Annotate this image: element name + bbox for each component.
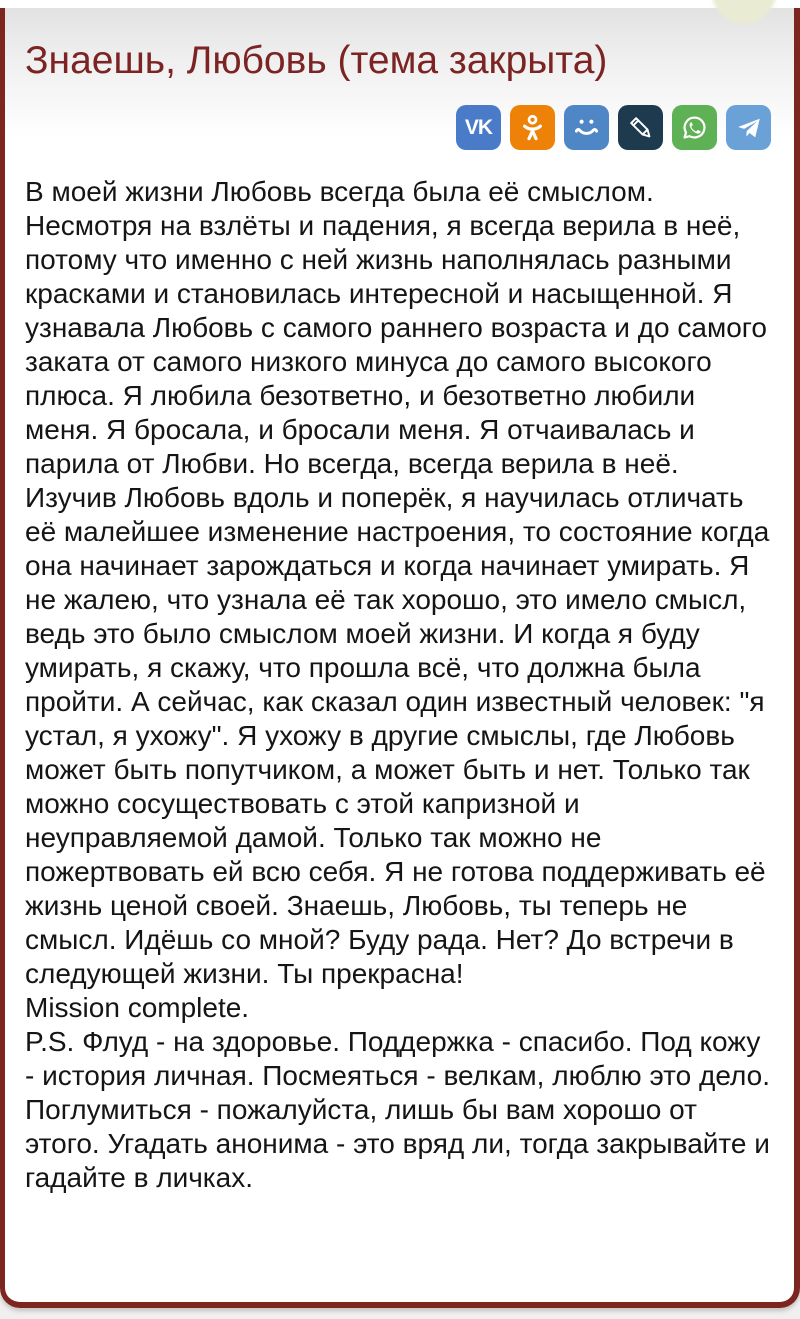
post-paragraph: Mission complete. <box>25 992 250 1023</box>
paper-plane-icon <box>733 112 764 143</box>
whatsapp-icon <box>679 112 710 143</box>
livejournal-share-button[interactable] <box>618 105 663 150</box>
post-paragraph: P.S. Флуд - на здоровье. Поддержка - спасибо. Под кожу - история личная. Посмеяться - велкам, люблю это дело. Поглумиться - пожалуйста, лишь бы вам хорошо от этого. Угадать анонима - это вряд ли, тогда закрывайте и гадайте в личках. <box>25 1026 770 1193</box>
vk-icon: VK <box>464 115 493 139</box>
mail-ru-world-share-button[interactable] <box>564 105 609 150</box>
pencil-icon <box>625 112 656 143</box>
telegram-share-button[interactable] <box>726 105 771 150</box>
post-body <box>25 175 774 1195</box>
vk-share-button[interactable] <box>456 105 501 150</box>
odnoklassniki-share-button[interactable] <box>510 105 555 150</box>
post-paragraph: В моей жизни Любовь всегда была её смыслом. Несмотря на взлёты и падения, я всегда верила в неё, потому что именно с ней жизнь наполнялась разными красками и становилась интересной и насыщенной. Я узнавала Любовь с самого раннего возраста и до самого заката от самого низкого минуса до самого высокого плюса. Я любила безответно, и безответно любили меня. Я бросала, и бросали меня. Я отчаивалась и парила от Любви. Но всегда, всегда верила в неё. Изучив Любовь вдоль и поперёк, я научилась отличать её малейшее изменение настроения, то состояние когда она начинает зарождаться и когда начинает умирать. Я не жалею, что узнала её так хорошо, это имело смысл, ведь это было смыслом моей жизни. И когда я буду умирать, я скажу, что прошла всё, что должна была пройти. А сейчас, как сказал один известный человек: "я устал, я ухожу". Я ухожу в другие смыслы, где Любовь может быть попутчиком, а может быть и нет. Только так можно сосуществовать с этой капризной и неуправляемой дамой. Только так можно не пожертвовать ей всю себя. Я не готова поддерживать её жизнь ценой своей. Знаешь, Любовь, ты теперь не смысл. Идёшь со мной? Буду рада. Нет? До встречи в следующей жизни. Ты прекрасна! <box>25 176 770 989</box>
whatsapp-share-button[interactable] <box>672 105 717 150</box>
page-title: Знаешь, Любовь (тема закрыта) <box>25 39 608 82</box>
share-buttons-row <box>25 105 771 150</box>
odnoklassniki-person-icon <box>517 112 548 143</box>
post-card <box>0 8 800 1308</box>
page-top-strip <box>0 0 800 8</box>
smiley-icon <box>571 112 602 143</box>
